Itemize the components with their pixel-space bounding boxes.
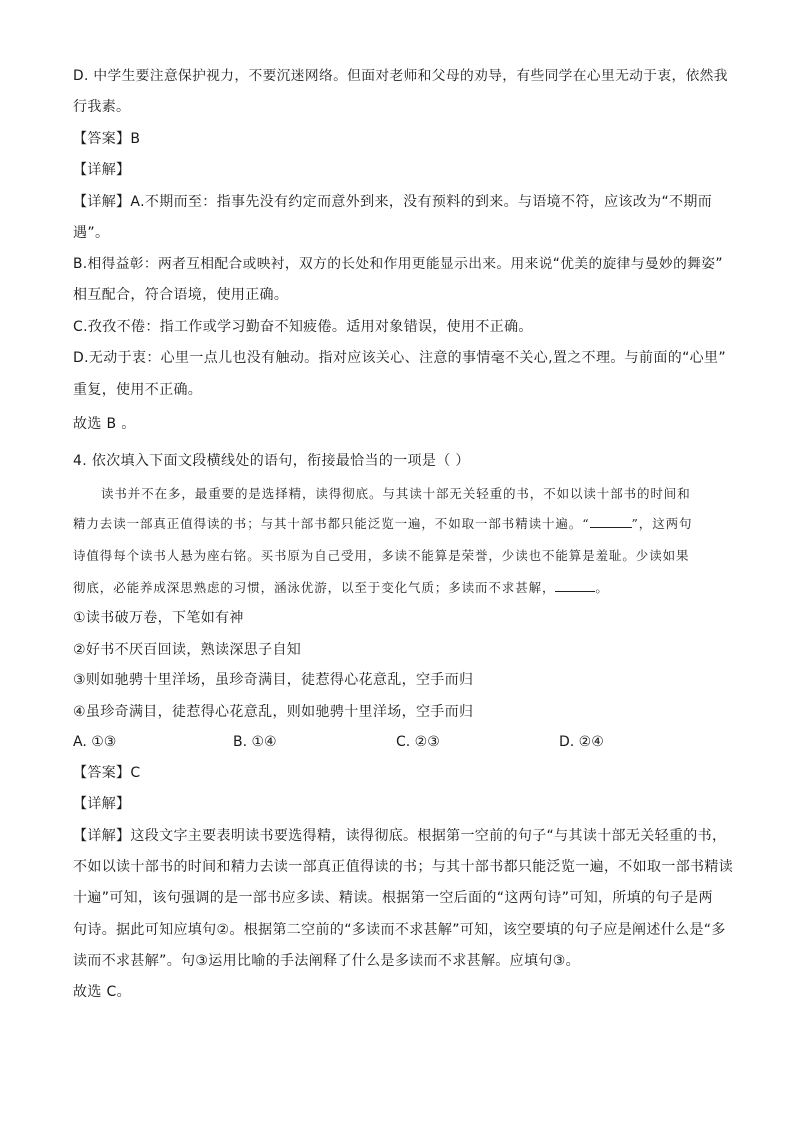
q3-explain-a-line2: 遇”。 xyxy=(73,225,110,241)
q4-choice-a: A. ①③ xyxy=(73,734,117,750)
q3-option-d-line2: 行我素。 xyxy=(73,99,131,115)
q4-item-2: ②好书不厌百回读，熟读深思子自知 xyxy=(73,642,302,658)
q4-explain-line1: 【详解】这段文字主要表明读书要选得精，读得彻底。根据第一空前的句子“与其读十部无关轻重的书， xyxy=(73,828,727,844)
q4-choice-b: B. ①④ xyxy=(233,734,277,750)
q3-explain-d-line2: 重复，使用不正确。 xyxy=(73,382,203,398)
q4-blank-1 xyxy=(590,515,632,528)
q3-explain-c: C.孜孜不倦：指工作或学习勤奋不知疲倦。适用对象错误，使用不正确。 xyxy=(73,319,533,335)
q3-explain-b-line1: B.相得益彰：两者互相配合或映衬，双方的长处和作用更能显示出来。用来说“优美的旋律与曼妙的舞姿” xyxy=(73,256,723,272)
q3-explain-d-line1: D.无动于衷：心里一点儿也没有触动。指对应该关心、注意的事情毫不关心,置之不理。与前面的“心里” xyxy=(73,350,726,366)
q4-item-1: ①读书破万卷，下笔如有神 xyxy=(73,610,244,626)
q4-passage-line2-end: ”，这两句 xyxy=(631,516,693,531)
q4-conclusion: 故选 C。 xyxy=(73,984,131,1000)
q4-explain-line5: 读而不求甚解”。句③运用比喻的手法阐释了什么是多读而不求甚解。应填句③。 xyxy=(73,953,580,969)
q4-passage-line2 xyxy=(73,514,733,534)
q4-passage-line4-end: 。 xyxy=(595,580,609,595)
q4-explain-line4: 句诗。据此可知应填句②。根据第二空前的“多读而不求甚解”可知，该空要填的句子应是阐述什么是“多 xyxy=(73,922,726,938)
q4-passage-line2-text: 精力去读一部真正值得读的书；与其十部书都只能泛览一遍，不如取一部书精读十遍。“ xyxy=(73,516,590,531)
q4-passage-line1: 读书并不在多，最重要的是选择精，读得彻底。与其读十部无关轻重的书，不如以读十部书的时间和 xyxy=(101,486,691,501)
q3-explain-a-line1: 【详解】A.不期而至：指事先没有约定而意外到来，没有预料的到来。与语境不符，应该改为“不期而 xyxy=(73,194,713,210)
q4-answer: 【答案】C xyxy=(73,765,141,781)
q4-explain-line3: 十遍”可知，该句强调的是一部书应多读、精读。根据第一空后面的“这两句诗”可知，所填的句子是两 xyxy=(73,890,713,906)
q4-passage-line4 xyxy=(73,578,733,598)
q3-conclusion: 故选 B 。 xyxy=(73,416,136,432)
q3-option-d-line1: D. 中学生要注意保护视力，不要沉迷网络。但面对老师和父母的劝导，有些同学在心里无动于衷，依然我 xyxy=(73,68,728,84)
q4-item-3: ③则如驰骋十里洋场，虽珍奇满目，徒惹得心花意乱，空手而归 xyxy=(73,672,474,688)
q3-explain-heading: 【详解】 xyxy=(73,162,131,178)
q4-choice-c: C. ②③ xyxy=(396,734,440,750)
q3-answer: 【答案】B xyxy=(73,131,141,147)
q4-explain-line2: 不如以读十部书的时间和精力去读一部真正值得读的书；与其十部书都只能泛览一遍，不如取一部书精读 xyxy=(73,859,734,875)
q4-passage-line3: 诗值得每个读书人悬为座右铭。买书原为自己受用，多读不能算是荣誉，少读也不能算是羞耻。少读如果 xyxy=(73,548,690,563)
q3-explain-b-line2: 相互配合，符合语境，使用正确。 xyxy=(73,287,289,303)
q4-item-4: ④虽珍奇满目，徒惹得心花意乱，则如驰骋十里洋场，空手而归 xyxy=(73,704,474,720)
q4-explain-heading: 【详解】 xyxy=(73,796,131,812)
q4-blank-2 xyxy=(555,579,595,592)
q4-choice-d: D. ②④ xyxy=(559,734,604,750)
q4-passage-line4-text: 彻底，必能养成深思熟虑的习惯，涵泳优游，以至于变化气质；多读而不求甚解， xyxy=(73,580,556,595)
q4-stem: 4. 依次填入下面文段横线处的语句，衔接最恰当的一项是（ ） xyxy=(73,453,470,469)
